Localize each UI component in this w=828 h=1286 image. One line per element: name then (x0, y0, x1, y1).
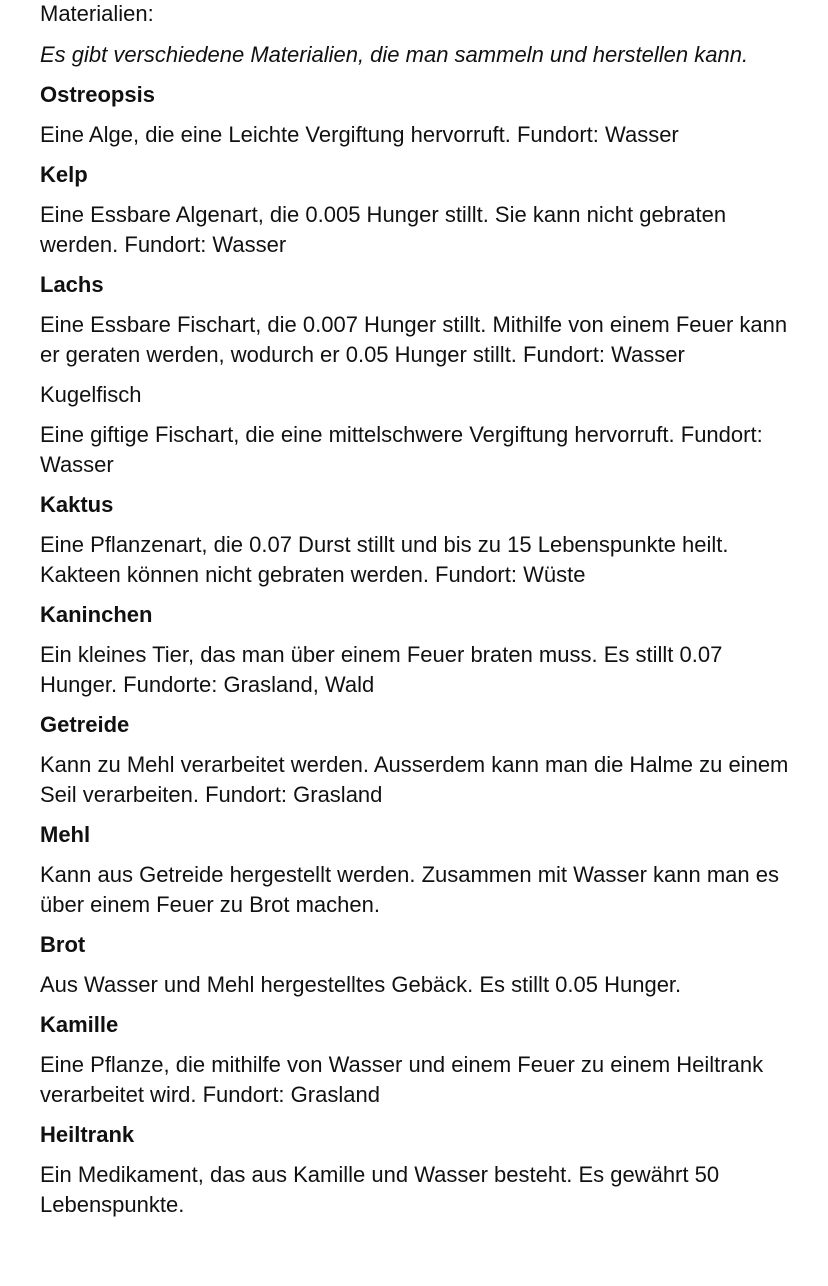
entry-brot (40, 930, 794, 1000)
entry-name: Ostreopsis (40, 82, 155, 107)
entry-description: Kann zu Mehl verarbeitet werden. Ausserdem kann man die Halme zu einem Seil verarbeiten. Fundort: Grasland (40, 752, 789, 807)
entry-mehl (40, 820, 794, 920)
entry-name: Kaktus (40, 492, 114, 517)
entry-kamille (40, 1010, 794, 1110)
entry-description: Kann aus Getreide hergestellt werden. Zusammen mit Wasser kann man es über einem Feuer zu Brot machen. (40, 862, 779, 917)
entry-kugelfisch (40, 380, 794, 480)
entry-heiltrank (40, 1120, 794, 1220)
entry-name: Mehl (40, 822, 91, 847)
entry-description: Eine Pflanze, die mithilfe von Wasser und einem Feuer zu einem Heiltrank verarbeitet wird. Fundort: Grasland (40, 1052, 764, 1107)
entry-description: Aus Wasser und Mehl hergestelltes Gebäck. Es stillt 0.05 Hunger. (40, 972, 682, 997)
entry-kaktus (40, 490, 794, 590)
entry-description: Ein kleines Tier, das man über einem Feuer braten muss. Es stillt 0.07 Hunger. Fundorte: Grasland, Wald (40, 642, 723, 697)
entry-name: Getreide (40, 712, 130, 737)
entry-description: Eine Pflanzenart, die 0.07 Durst stillt und bis zu 15 Lebenspunkte heilt. Kakteen können nicht gebraten werden. Fundort: Wüste (40, 532, 729, 587)
entry-description: Eine Essbare Algenart, die 0.005 Hunger stillt. Sie kann nicht gebraten werden. Fundort: Wasser (40, 202, 727, 257)
entry-description: Eine giftige Fischart, die eine mittelschwere Vergiftung hervorruft. Fundort: Wasser (40, 422, 763, 477)
entry-name: Kelp (40, 162, 88, 187)
entry-name: Kugelfisch (40, 382, 142, 407)
entry-description: Eine Alge, die eine Leichte Vergiftung hervorruft. Fundort: Wasser (40, 122, 679, 147)
entry-name: Heiltrank (40, 1122, 135, 1147)
entry-name: Kamille (40, 1012, 119, 1037)
page-title: Materialien: (40, 1, 154, 26)
intro-text: Es gibt verschiedene Materialien, die man sammeln und herstellen kann. (40, 42, 749, 67)
entry-kaninchen (40, 600, 794, 700)
entry-name: Lachs (40, 272, 104, 297)
entry-name: Kaninchen (40, 602, 153, 627)
entry-ostreopsis (40, 80, 794, 150)
entry-kelp (40, 160, 794, 260)
entry-getreide (40, 710, 794, 810)
entry-lachs (40, 270, 794, 370)
entry-name: Brot (40, 932, 86, 957)
entry-description: Ein Medikament, das aus Kamille und Wasser besteht. Es gewährt 50 Lebenspunkte. (40, 1162, 720, 1217)
entry-description: Eine Essbare Fischart, die 0.007 Hunger stillt. Mithilfe von einem Feuer kann er geraten werden, wodurch er 0.05 Hunger stillt. Fundort: Wasser (40, 312, 788, 367)
